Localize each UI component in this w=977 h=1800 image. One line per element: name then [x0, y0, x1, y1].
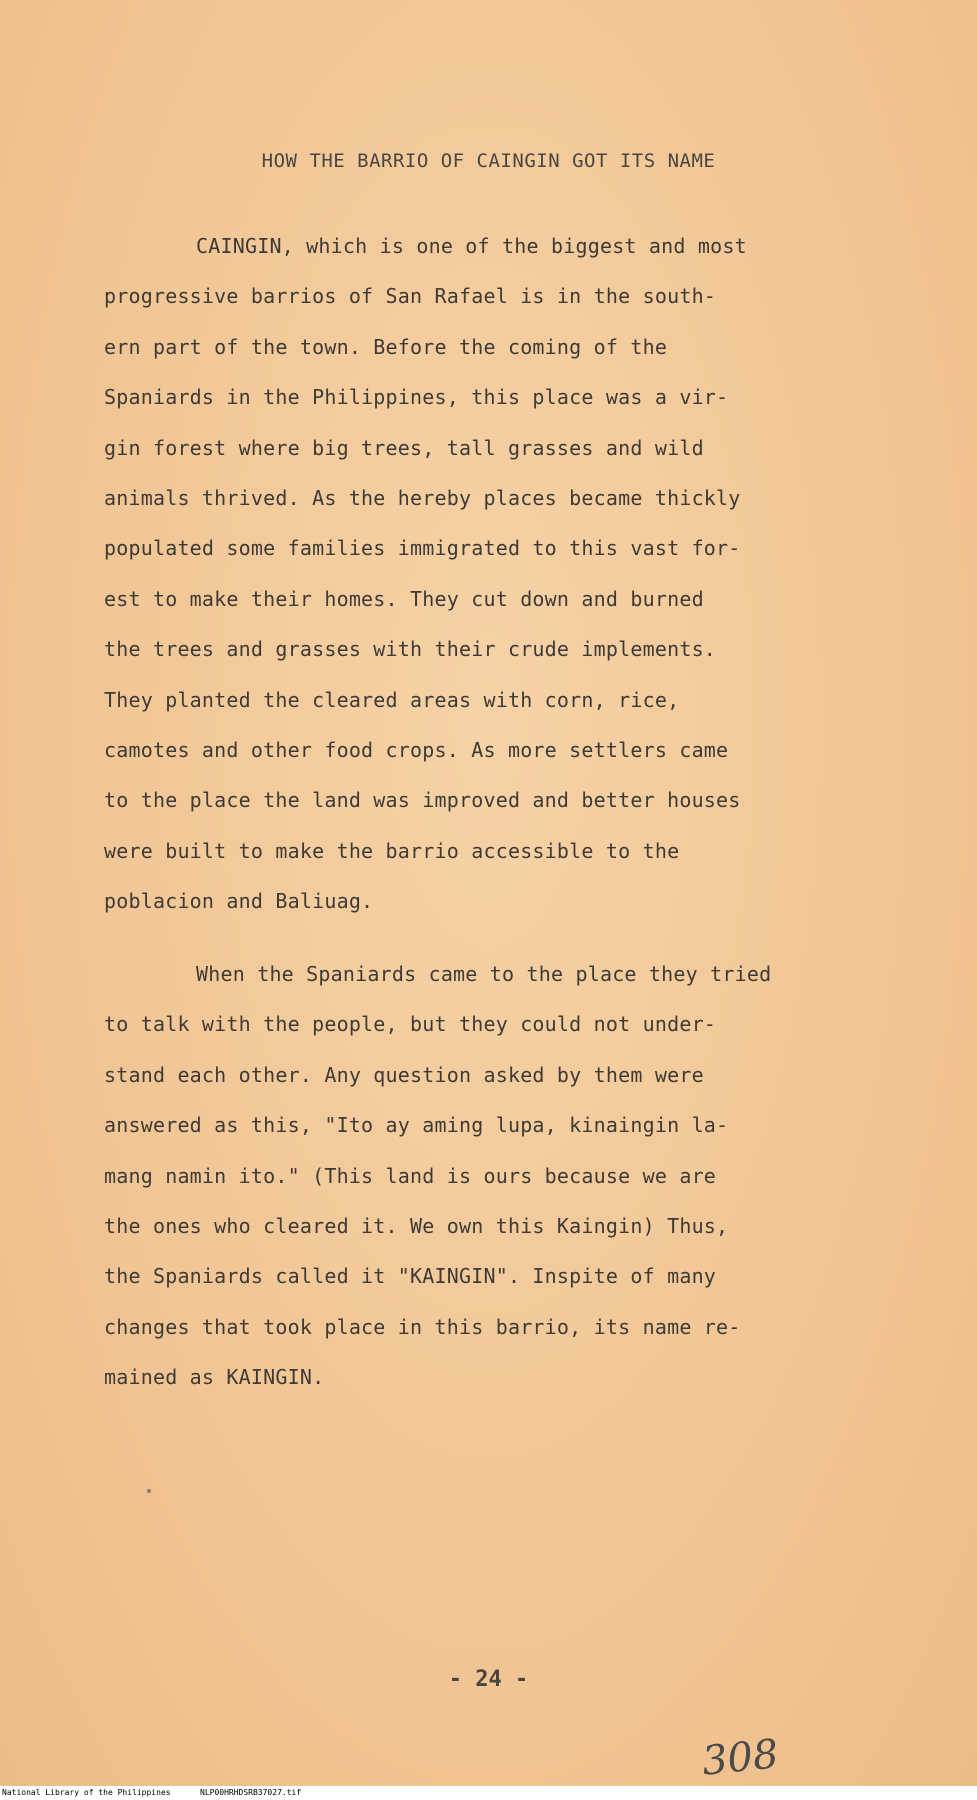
document-title: HOW THE BARRIO OF CAINGIN GOT ITS NAME	[261, 150, 716, 172]
text-line: ern part of the town. Before the coming of the	[104, 334, 668, 359]
text-line: to talk with the people, but they could not under-	[104, 1012, 717, 1037]
ink-speck	[147, 1489, 151, 1493]
text-line: They planted the cleared areas with corn, rice,	[104, 687, 680, 712]
text-line: CAINGIN, which is one of the biggest and most	[196, 234, 747, 258]
paragraph-1	[104, 221, 904, 926]
text-line: populated some families immigrated to this vast for-	[104, 536, 741, 561]
file-name-label: NLP00HRHDSRB37027.tif	[200, 1788, 302, 1797]
text-line: the Spaniards called it "KAINGIN". Inspite of many	[104, 1264, 717, 1289]
text-line: changes that took place in this barrio, its name re-	[104, 1314, 741, 1339]
text-line: the trees and grasses with their crude implements.	[104, 637, 717, 662]
text-line: were built to make the barrio accessible to the	[104, 838, 680, 863]
paragraph-2	[104, 949, 904, 1403]
text-line: animals thrived. As the hereby places became thickly	[104, 485, 741, 510]
text-line: answered as this, "Ito ay aming lupa, kinaingin la-	[104, 1113, 729, 1138]
text-line: stand each other. Any question asked by them were	[104, 1062, 704, 1087]
text-line: gin forest where big trees, tall grasses and wild	[104, 435, 704, 460]
text-line: est to make their homes. They cut down and burned	[104, 586, 704, 611]
text-line: poblacion and Baliuag.	[104, 889, 374, 914]
page-number: - 24 -	[448, 1667, 529, 1692]
text-line: mained as KAINGIN.	[104, 1365, 325, 1390]
text-line: Spaniards in the Philippines, this place was a vir-	[104, 385, 729, 410]
scan-footer	[0, 1786, 977, 1800]
text-line: to the place the land was improved and better houses	[104, 788, 741, 813]
library-label: National Library of the Philippines	[2, 1788, 171, 1797]
handwritten-folio-number: 308	[699, 1731, 781, 1785]
text-line: the ones who cleared it. We own this Kaingin) Thus,	[104, 1213, 729, 1238]
text-line: camotes and other food crops. As more settlers came	[104, 737, 729, 762]
text-line: progressive barrios of San Rafael is in the south-	[104, 284, 717, 309]
text-line: When the Spaniards came to the place they tried	[196, 962, 772, 986]
text-line: mang namin ito." (This land is ours because we are	[104, 1163, 717, 1188]
